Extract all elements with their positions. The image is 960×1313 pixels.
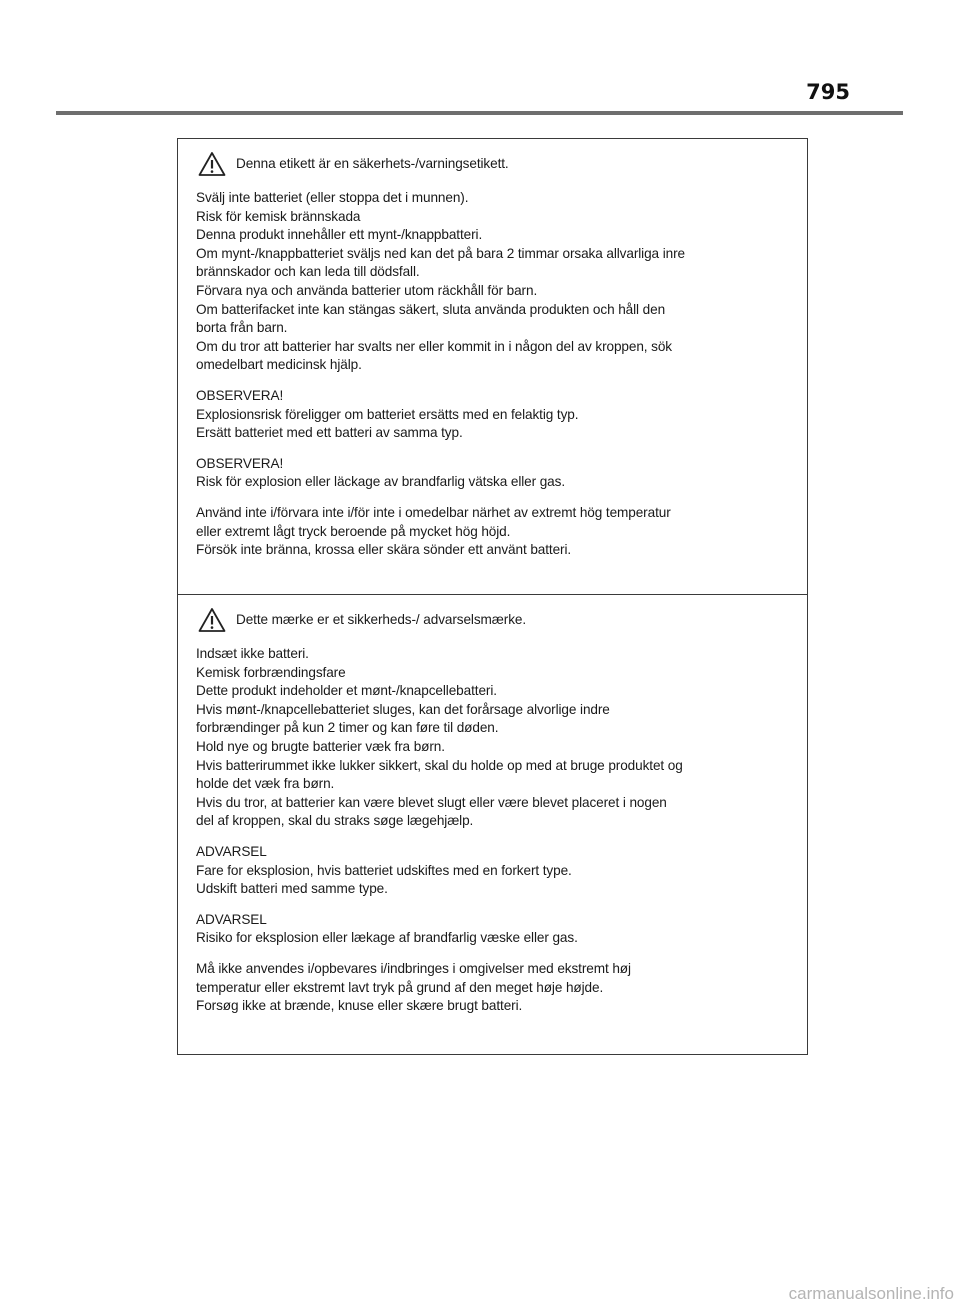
text-line: Udskift batteri med samme type. [196,881,388,897]
text-line: Kemisk forbrændingsfare [196,664,346,680]
text-line: Risiko for eksplosion eller lækage af brandfarlig væske eller gas. [196,930,578,946]
text-line: OBSERVERA! [196,387,284,403]
warning-title: Dette mærke er et sikkerheds-/ advarselsmærke. [236,612,527,627]
paragraphs [196,645,791,1016]
text-line: Ersätt batteriet med ett batteri av samma typ. [196,425,463,441]
text-line: Hvis batterirummet ikke lukker sikkert, skal du holde op med at bruge produktet og [196,757,683,773]
text-line: brännskador och kan leda till dödsfall. [196,264,420,280]
warning-paragraph [196,189,791,375]
warning-paragraph [196,960,791,1016]
text-line: Fare for eksplosion, hvis batteriet udskiftes med en forkert type. [196,862,572,878]
text-line: borta från barn. [196,320,288,336]
text-line: Hold nye og brugte batterier væk fra børn. [196,738,445,754]
warning-paragraph [196,843,791,899]
text-line: ADVARSEL [196,843,267,859]
warning-paragraph [196,455,791,492]
text-line: temperatur eller ekstremt lavt tryk på grund af den meget høje højde. [196,979,604,995]
paragraphs [196,189,791,560]
text-line: Må ikke anvendes i/opbevares i/indbringes i omgivelser med ekstremt høj [196,960,631,976]
warning-title: Denna etikett är en säkerhets-/varningsetikett. [236,156,509,171]
warning-paragraph [196,504,791,560]
text-line: Använd inte i/förvara inte i/för inte i omedelbar närhet av extremt hög temperatur [196,504,671,520]
text-line: Svälj inte batteriet (eller stoppa det i munnen). [196,190,469,205]
text-line: Risk för kemisk brännskada [196,208,361,224]
text-line: OBSERVERA! [196,455,284,471]
warning-header [196,145,791,183]
text-line: Dette produkt indeholder et mønt-/knapcellebatteri. [196,683,497,699]
text-line: Om batterifacket inte kan stängas säkert, sluta använda produkten och håll den [196,301,666,317]
danish-warning-section [178,595,807,1054]
warning-paragraph [196,645,791,831]
warning-triangle-icon [198,151,226,177]
warning-triangle-icon [198,607,226,633]
text-line: omedelbart medicinsk hjälp. [196,357,362,373]
text-line: del af kroppen, skal du straks søge lægehjælp. [196,813,474,829]
battery-warning-label [177,138,808,1055]
site-watermark: carmanualsonline.info [788,1284,954,1303]
text-line: forbrændinger på kun 2 timer og kan føre til døden. [196,720,499,736]
text-line: Forsøg ikke at brænde, knuse eller skære brugt batteri. [196,998,523,1014]
text-line: holde det væk fra børn. [196,776,335,792]
warning-paragraph [196,387,791,443]
page-number: 795 [806,80,850,104]
text-line: Försök inte bränna, krossa eller skära sönder ett använt batteri. [196,542,572,558]
text-line: Hvis du tror, at batterier kan være blevet slugt eller være blevet placeret i nogen [196,794,667,810]
text-line: eller extremt lågt tryck beroende på mycket hög höjd. [196,523,511,539]
text-line: Om du tror att batterier har svalts ner eller kommit in i någon del av kroppen, sök [196,338,673,354]
text-line: ADVARSEL [196,911,267,927]
text-line: Risk för explosion eller läckage av brandfarlig vätska eller gas. [196,474,566,490]
text-line: Denna produkt innehåller ett mynt-/knappbatteri. [196,227,483,243]
text-line: Indsæt ikke batteri. [196,646,309,661]
warning-paragraph [196,911,791,948]
text-line: Explosionsrisk föreligger om batteriet ersätts med en felaktig typ. [196,406,579,422]
swedish-warning-section [178,139,807,595]
header-rule [56,111,903,115]
warning-header [196,601,791,639]
text-line: Förvara nya och använda batterier utom räckhåll för barn. [196,282,538,298]
text-line: Hvis mønt-/knapcellebatteriet sluges, kan det forårsage alvorlige indre [196,701,610,717]
text-line: Om mynt-/knappbatteriet sväljs ned kan det på bara 2 timmar orsaka allvarliga inre [196,245,685,261]
